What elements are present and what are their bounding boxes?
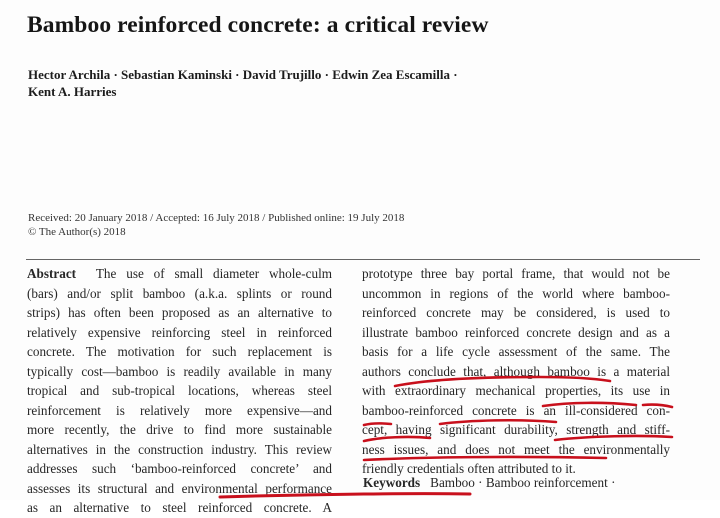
abstract-line: strips) has often been proposed as an alternative to [27,305,332,320]
abstract-line: tropical and sub-tropical locations, whereas steel [27,383,332,398]
copyright-line: © The Author(s) 2018 [28,226,126,238]
section-divider [26,259,700,260]
author-list [28,66,628,100]
abstract-line: as an alternative to steel reinforced concrete. A [27,500,332,515]
abstract-line: alternatives in the construction industry. This review [27,441,332,457]
abstract-line: addresses such ‘bamboo-reinforced concrete’ and [27,461,332,476]
abstract-line: basis for a life cycle assessment of the same. The [362,344,670,359]
publication-dates [28,211,628,239]
authors-line-2: Kent A. Harries [28,84,117,99]
abstract-heading: Abstract [27,266,77,281]
keywords-line [363,475,615,491]
authors-line-1: Hector Archila · Sebastian Kaminski · David Trujillo · Edwin Zea Escamilla · [28,67,458,82]
abstract-line: concrete. The motivation for such replacement is [27,344,332,359]
paper-title: Bamboo reinforced concrete: a critical review [27,12,489,38]
abstract-line: prototype three bay portal frame, that would not be [362,266,670,281]
abstract-line: authors conclude that, although bamboo is a material [362,363,670,379]
abstract-line: with extraordinary mechanical properties, its use in [362,383,670,398]
abstract-line: reinforcement is relatively more expensive—and [27,402,332,418]
abstract-line: friendly credentials often attributed to it. [362,461,576,476]
keywords-label: Keywords [363,475,421,490]
abstract-line: typically cost—bamboo is readily available in many [27,363,332,379]
dates-line: Received: 20 January 2018 / Accepted: 16 July 2018 / Published online: 19 July 2018 [28,212,405,224]
abstract-line: more recently, the drive to find more sustainable [27,422,332,437]
abstract-line: Abstract The use of small diameter whole-culm [27,266,332,281]
abstract-line: illustrate bamboo reinforced concrete design and as a [362,324,670,340]
abstract-left-column [27,264,332,518]
abstract-line: reinforced concrete may be considered, is used to [362,305,670,320]
abstract-line: ness issues, and does not meet the environmentally [362,441,670,457]
abstract-line: (bars) and/or split bamboo (a.k.a. splints or round [27,285,332,301]
keywords-text: Bamboo · Bamboo reinforcement · [430,475,616,490]
abstract-line: relatively expensive reinforcing steel in reinforced [27,324,332,340]
abstract-line: uncommon in regions of the world where bamboo- [362,285,670,301]
abstract-line: assesses its structural and environmental performance [27,480,332,496]
abstract-line: cept, having significant durability, strength and stiff- [362,422,670,437]
abstract-right-column [362,264,670,479]
abstract-line: bamboo-reinforced concrete is an ill-considered con- [362,402,670,418]
